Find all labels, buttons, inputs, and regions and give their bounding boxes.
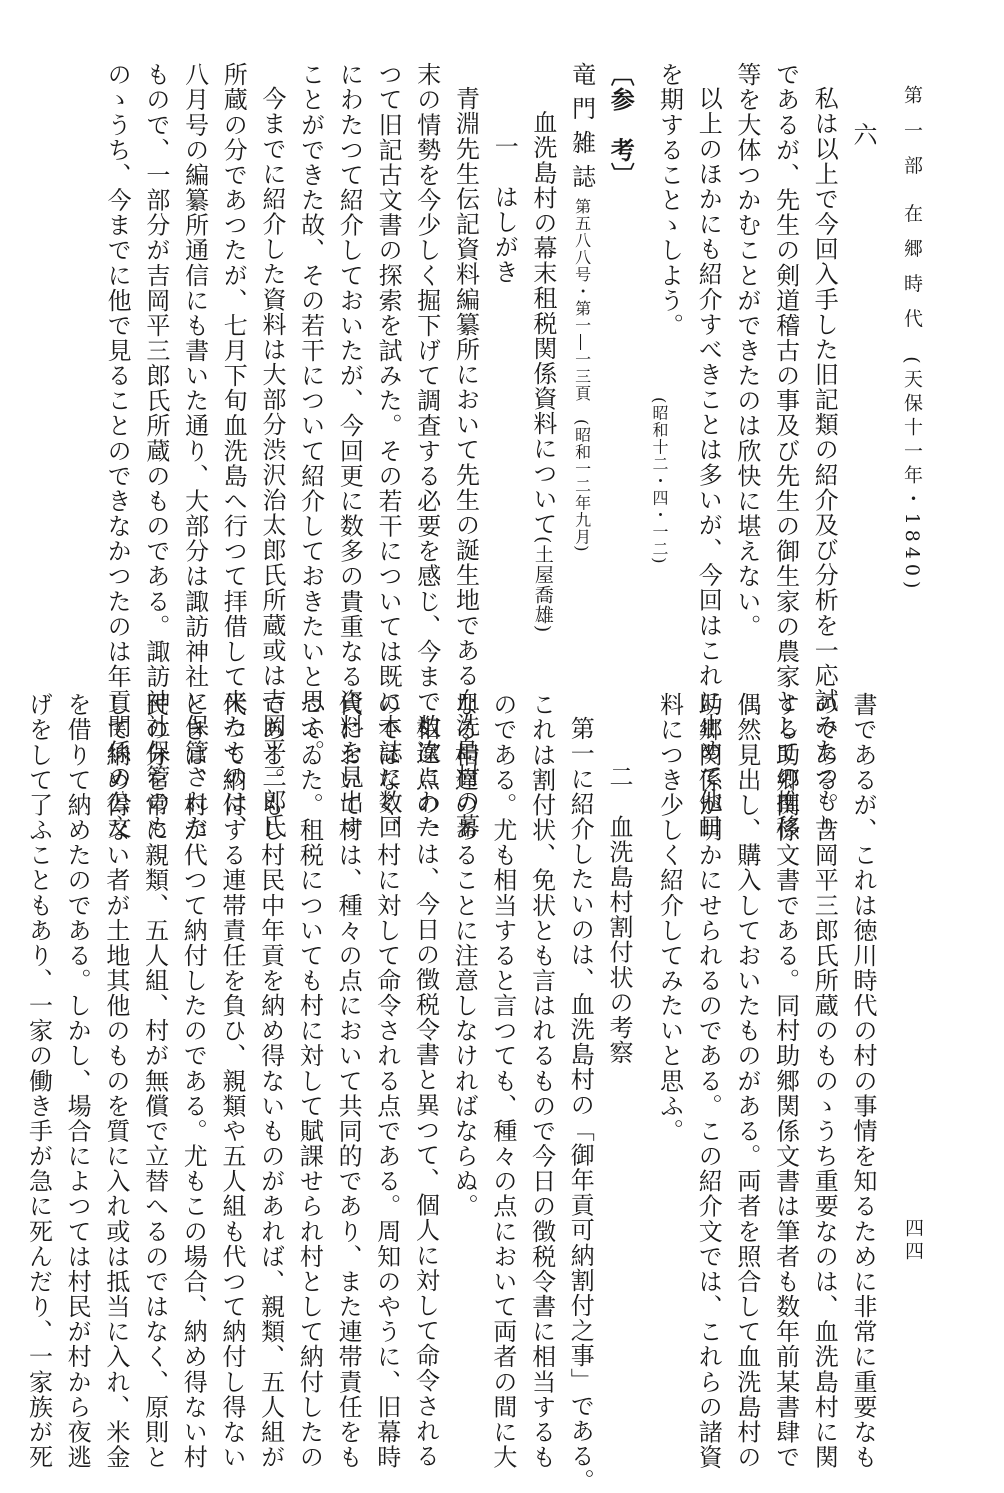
text-line: 相違点の一は、今日の徴税令書と異つて、個人に対して命令される xyxy=(411,716,440,1469)
text-line: のである。尤も相当すると言つても、種々の点において両者の間に大 xyxy=(488,692,517,1470)
running-head: 第 一 部 在 郷 時 代 (天保十一年・1840) xyxy=(901,85,923,594)
text-line: つてゐた。租税についても村に対して賦課せられ村として納付したの xyxy=(295,692,324,1470)
page-number: 四四 xyxy=(902,1218,924,1264)
section-number: 六 xyxy=(849,122,877,148)
text-line: 以上のほかにも紹介すべきことは多いが、今回はこれに止めて他日 xyxy=(694,86,723,839)
text-line: つて旧記古文書の探索を試みた。その若干については既に本誌に数回 xyxy=(374,62,403,840)
text-line: にわたつて紹介しておいたが、今回更に数多の貴重なる資料を見出す xyxy=(335,62,364,840)
text-line: 所蔵の分であつたが、七月下旬血洗島へ行つて拝借して来たものは、 xyxy=(219,62,248,840)
text-line: 青淵先生伝記資料編纂所において先生の誕生地である血洗島村の幕 xyxy=(451,86,480,839)
section-two-block xyxy=(24,692,638,1493)
author: (土屋喬雄) xyxy=(531,536,554,634)
journal-title: 竜門雑誌 xyxy=(567,62,596,198)
journal-line xyxy=(562,62,601,652)
section-heading: 二 血洗島村割付状の考察 xyxy=(605,764,633,1065)
text-line: 末の情勢を今少しく掘下げて調査する必要を感じ、今まで数次にわた xyxy=(412,62,441,840)
text-line: して納め得ない者が土地其他のものを質に入れ或は抵当に入れ、米金 xyxy=(101,692,130,1470)
continued-paragraph-block xyxy=(630,692,882,1470)
text-line: であるが、先生の剣道稽古の事及び先生の御生家の農家としての推移 xyxy=(771,62,800,840)
text-line: 代において村は、種々の点において共同的であり、また連帯責任をも xyxy=(334,692,363,1470)
date-note: (昭和十二・四・一二) xyxy=(650,397,669,565)
text-line: 八月号の編纂所通信にも書いた通り、大部分は諏訪神社に保管された xyxy=(180,62,209,840)
text-line: 代つて納付する連帯責任を負ひ、親類や五人組も代つて納付し得ない xyxy=(217,692,246,1470)
text-line: のである。吉岡平三郎氏所蔵のものゝうち重要なのは、血洗島村に関 xyxy=(810,692,839,1470)
text-line: 書であるが、これは徳川時代の村の事情を知るために非常に重要なも xyxy=(849,692,877,1470)
text-line: である。もし村民中年貢を納め得ないものがあれば、親類、五人組が xyxy=(256,692,285,1470)
text-line: もので、一部分が吉岡平三郎氏所蔵のものである。諏訪神社保管のも xyxy=(141,62,170,840)
text-line: 第一に紹介したいのは、血洗島村の「御年貢可納割付之事」である。 xyxy=(566,716,595,1493)
text-line: 私は以上で今回入手した旧記類の紹介及び分析を一応試みたつもり xyxy=(810,86,839,839)
text-line: これは割付状、免状とも言はれるもので今日の徴税令書に相当するも xyxy=(527,692,556,1470)
text-line: を借りて納めたのである。しかし、場合によつては村民が村から夜逃 xyxy=(63,692,92,1470)
section-heading: 一 はしがき xyxy=(490,134,519,285)
text-line: げをして了ふこともあり、一家の働き手が急に死んだり、一家族が死 xyxy=(24,692,53,1470)
text-line: 偶然見出し、購入しておいたものがある。両者を照合して血洗島村の xyxy=(732,692,761,1470)
text-line: 料につき少しく紹介してみたいと思ふ。 xyxy=(655,692,684,1144)
text-line: 今までに紹介した資料は大部分渋沢治太郎氏所蔵或は吉岡平三郎氏 xyxy=(257,86,286,839)
text-line: する助郷関係文書である。同村助郷関係文書は筆者も数年前某書肆で xyxy=(771,692,800,1470)
journal-issue: 第五八八号・第一―一三頁 (昭和一二年九月) xyxy=(572,198,592,553)
article-title: 血洗島村の幕末租税関係資料について xyxy=(528,110,557,537)
text-line: のゝうち、今までに他で見ることのできなかつたのは年貢関係の公文 xyxy=(103,62,132,840)
text-line: 等を大体つかむことができたのは欣快に堪えない。 xyxy=(732,62,761,639)
text-line: 助郷関係が明かにせられるのである。この紹介文では、これらの諸資 xyxy=(694,692,723,1470)
text-line: ことができた故、その若干について紹介しておきたいと思ふ。 xyxy=(296,62,325,765)
text-line: 民の分を常に親類、五人組、村が無償で立替へるのではなく、原則と xyxy=(140,692,169,1470)
text-line: なる相違のあることに注意しなければならぬ。 xyxy=(450,692,479,1219)
text-line: のではなく、村に対して命令される点である。周知のやうに、旧幕時 xyxy=(372,692,401,1470)
article-title-line xyxy=(523,62,562,652)
reference-block xyxy=(78,62,678,840)
reference-label: 〔参 考〕 xyxy=(606,62,636,188)
text-line: ときは、村が代つて納付したのである。尤もこの場合、納め得ない村 xyxy=(179,692,208,1470)
text-line: を期することゝしよう。 xyxy=(655,62,684,338)
